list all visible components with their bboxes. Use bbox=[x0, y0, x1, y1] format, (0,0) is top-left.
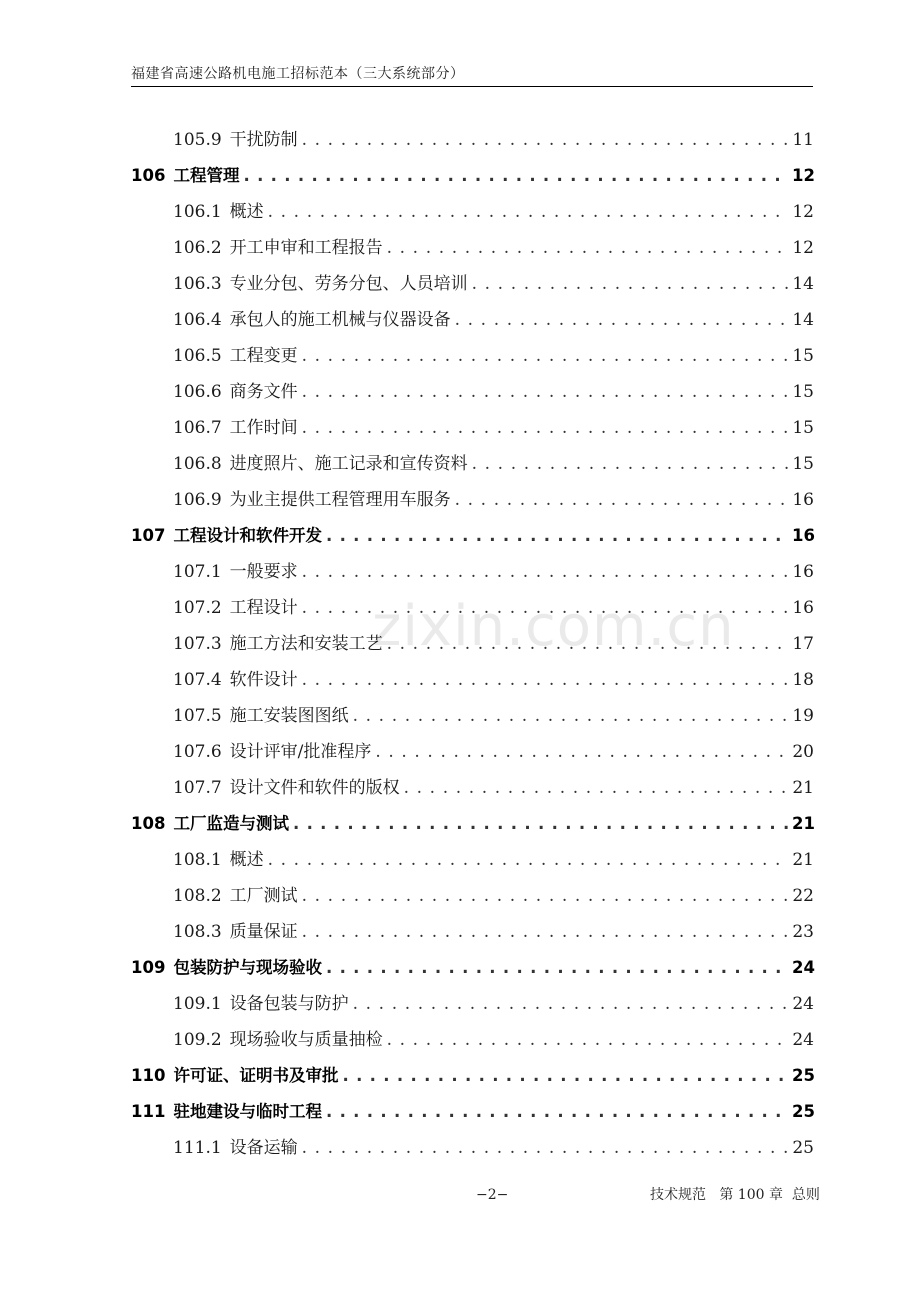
toc-dot-leader bbox=[302, 918, 788, 946]
toc-entry-page: 14 bbox=[792, 310, 814, 330]
toc-dot-leader bbox=[387, 630, 788, 658]
toc-entry-number: 109 bbox=[131, 958, 166, 977]
toc-entry-number: 106.7 bbox=[173, 418, 222, 438]
toc-section-entry[interactable] bbox=[173, 774, 814, 802]
toc-dot-leader bbox=[353, 990, 788, 1018]
toc-dot-leader bbox=[302, 126, 788, 154]
toc-entry-page: 23 bbox=[792, 922, 814, 942]
footer-chapter-label: 技术规范 第 100 章 总则 bbox=[650, 1187, 820, 1203]
toc-entry-title: 软件设计 bbox=[229, 670, 298, 690]
toc-entry-number: 109.2 bbox=[173, 1030, 222, 1050]
toc-entry-number: 106.9 bbox=[173, 490, 222, 510]
toc-section-entry[interactable] bbox=[173, 702, 814, 730]
toc-entry-page: 12 bbox=[792, 238, 814, 258]
toc-section-entry[interactable] bbox=[173, 306, 814, 334]
toc-entry-number: 108.3 bbox=[173, 922, 222, 942]
toc-entry-page: 18 bbox=[792, 670, 814, 690]
toc-entry-page: 15 bbox=[792, 418, 814, 438]
toc-entry-title: 概述 bbox=[229, 202, 264, 222]
toc-entry-number: 105.9 bbox=[173, 130, 222, 150]
toc-entry-title: 为业主提供工程管理用车服务 bbox=[229, 490, 451, 510]
toc-section-entry[interactable] bbox=[173, 882, 814, 910]
toc-dot-leader bbox=[302, 378, 788, 406]
toc-section-entry[interactable] bbox=[173, 342, 814, 370]
toc-entry-number: 106.1 bbox=[173, 202, 222, 222]
toc-entry-page: 15 bbox=[792, 454, 814, 474]
toc-dot-leader bbox=[326, 954, 788, 982]
toc-entry-number: 107.1 bbox=[173, 562, 222, 582]
toc-entry-number: 107.6 bbox=[173, 742, 222, 762]
toc-chapter-entry[interactable] bbox=[131, 522, 814, 550]
toc-entry-number: 106.8 bbox=[173, 454, 222, 474]
toc-dot-leader bbox=[404, 774, 788, 802]
toc-entry-title: 工程变更 bbox=[229, 346, 298, 366]
toc-entry-page: 11 bbox=[792, 130, 814, 150]
toc-entry-page: 19 bbox=[792, 706, 814, 726]
toc-entry-number: 109.1 bbox=[173, 994, 222, 1014]
toc-section-entry[interactable] bbox=[173, 126, 814, 154]
toc-entry-number: 107.4 bbox=[173, 670, 222, 690]
watermark: zixin.com.cn bbox=[372, 594, 735, 659]
toc-entry-page: 12 bbox=[792, 202, 814, 222]
toc-entry-page: 25 bbox=[792, 1066, 815, 1085]
toc-section-entry[interactable] bbox=[173, 486, 814, 514]
footer-page-number: −2− bbox=[476, 1187, 509, 1203]
toc-chapter-entry[interactable] bbox=[131, 162, 814, 190]
toc-entry-page: 15 bbox=[792, 346, 814, 366]
toc-dot-leader bbox=[302, 666, 788, 694]
toc-dot-leader bbox=[342, 1062, 788, 1090]
toc-dot-leader bbox=[375, 738, 788, 766]
toc-section-entry[interactable] bbox=[173, 378, 814, 406]
toc-dot-leader bbox=[268, 198, 788, 226]
toc-dot-leader bbox=[455, 306, 788, 334]
toc-entry-page: 24 bbox=[792, 994, 814, 1014]
toc-entry-number: 107.7 bbox=[173, 778, 222, 798]
toc-entry-title: 包装防护与现场验收 bbox=[173, 958, 322, 977]
toc-section-entry[interactable] bbox=[173, 846, 814, 874]
toc-entry-page: 24 bbox=[792, 1030, 814, 1050]
toc-entry-title: 质量保证 bbox=[229, 922, 298, 942]
toc-dot-leader bbox=[302, 342, 788, 370]
toc-entry-number: 108.2 bbox=[173, 886, 222, 906]
toc-entry-number: 108.1 bbox=[173, 850, 222, 870]
toc-dot-leader bbox=[302, 414, 788, 442]
toc-entry-page: 21 bbox=[792, 778, 814, 798]
toc-entry-title: 工程设计 bbox=[229, 598, 298, 618]
toc-dot-leader bbox=[302, 882, 788, 910]
toc-section-entry[interactable] bbox=[173, 234, 814, 262]
toc-dot-leader bbox=[243, 162, 788, 190]
toc-section-entry[interactable] bbox=[173, 198, 814, 226]
toc-entry-number: 107 bbox=[131, 526, 166, 545]
toc-entry-page: 16 bbox=[792, 526, 815, 545]
toc-entry-title: 一般要求 bbox=[229, 562, 298, 582]
toc-entry-number: 107.2 bbox=[173, 598, 222, 618]
toc-entry-page: 20 bbox=[792, 742, 814, 762]
toc-section-entry[interactable] bbox=[173, 630, 814, 658]
toc-entry-title: 专业分包、劳务分包、人员培训 bbox=[229, 274, 468, 294]
toc-section-entry[interactable] bbox=[173, 990, 814, 1018]
toc-entry-number: 107.3 bbox=[173, 634, 222, 654]
toc-entry-page: 16 bbox=[792, 562, 814, 582]
toc-dot-leader bbox=[302, 594, 788, 622]
toc-section-entry[interactable] bbox=[173, 1026, 814, 1054]
toc-entry-title: 干扰防制 bbox=[229, 130, 298, 150]
toc-dot-leader bbox=[387, 1026, 788, 1054]
toc-entry-page: 25 bbox=[792, 1138, 814, 1158]
toc-entry-title: 工程设计和软件开发 bbox=[173, 526, 322, 545]
toc-section-entry[interactable] bbox=[173, 558, 814, 586]
toc-entry-page: 21 bbox=[792, 850, 814, 870]
toc-entry-title: 概述 bbox=[229, 850, 264, 870]
toc-entry-title: 许可证、证明书及审批 bbox=[173, 1066, 339, 1085]
toc-entry-title: 设备包装与防护 bbox=[229, 994, 349, 1014]
page-header bbox=[131, 64, 813, 87]
toc-entry-page: 16 bbox=[792, 490, 814, 510]
toc-entry-title: 进度照片、施工记录和宣传资料 bbox=[229, 454, 468, 474]
toc-entry-title: 承包人的施工机械与仪器设备 bbox=[229, 310, 451, 330]
toc-section-entry[interactable] bbox=[173, 270, 814, 298]
toc-entry-title: 工程管理 bbox=[173, 166, 240, 185]
toc-dot-leader bbox=[268, 846, 788, 874]
toc-entry-page: 21 bbox=[792, 814, 815, 833]
toc-entry-title: 设计评审/批准程序 bbox=[229, 742, 372, 762]
document-title: 福建省高速公路机电施工招标范本（三大系统部分） bbox=[131, 66, 465, 82]
toc-entry-title: 设计文件和软件的版权 bbox=[229, 778, 400, 798]
toc-entry-number: 106.6 bbox=[173, 382, 222, 402]
toc-entry-number: 111.1 bbox=[173, 1138, 222, 1158]
toc-entry-title: 施工方法和安装工艺 bbox=[229, 634, 383, 654]
toc-dot-leader bbox=[302, 558, 788, 586]
toc-entry-title: 商务文件 bbox=[229, 382, 298, 402]
toc-entry-title: 施工安装图图纸 bbox=[229, 706, 349, 726]
toc-entry-title: 开工申审和工程报告 bbox=[229, 238, 383, 258]
toc-entry-title: 设备运输 bbox=[229, 1138, 298, 1158]
toc-section-entry[interactable] bbox=[173, 1134, 814, 1162]
toc-section-entry[interactable] bbox=[173, 738, 814, 766]
toc-entry-number: 106.3 bbox=[173, 274, 222, 294]
toc-dot-leader bbox=[387, 234, 788, 262]
toc-entry-number: 107.5 bbox=[173, 706, 222, 726]
toc-entry-title: 工厂测试 bbox=[229, 886, 298, 906]
toc-entry-title: 工作时间 bbox=[229, 418, 298, 438]
toc-section-entry[interactable] bbox=[173, 594, 814, 622]
toc-dot-leader bbox=[326, 522, 788, 550]
toc-dot-leader bbox=[302, 1134, 788, 1162]
toc-entry-page: 25 bbox=[792, 1102, 815, 1121]
toc-dot-leader bbox=[472, 450, 788, 478]
toc-dot-leader bbox=[326, 1098, 788, 1126]
toc-chapter-entry[interactable] bbox=[131, 810, 814, 838]
toc-entry-page: 24 bbox=[792, 958, 815, 977]
toc-entry-title: 驻地建设与临时工程 bbox=[173, 1102, 322, 1121]
toc-entry-number: 110 bbox=[131, 1066, 166, 1085]
toc-entry-number: 111 bbox=[131, 1102, 166, 1121]
toc-section-entry[interactable] bbox=[173, 414, 814, 442]
toc-entry-page: 12 bbox=[792, 166, 815, 185]
toc-dot-leader bbox=[455, 486, 788, 514]
toc-entry-page: 22 bbox=[792, 886, 814, 906]
toc-entry-number: 106.2 bbox=[173, 238, 222, 258]
toc-entry-page: 17 bbox=[792, 634, 814, 654]
toc-entry-number: 106.4 bbox=[173, 310, 222, 330]
toc-section-entry[interactable] bbox=[173, 666, 814, 694]
toc-entry-title: 工厂监造与测试 bbox=[173, 814, 289, 833]
toc-chapter-entry[interactable] bbox=[131, 954, 814, 982]
toc-section-entry[interactable] bbox=[173, 450, 814, 478]
toc-dot-leader bbox=[293, 810, 788, 838]
toc-entry-number: 106 bbox=[131, 166, 166, 185]
toc-chapter-entry[interactable] bbox=[131, 1098, 814, 1126]
toc-entry-page: 15 bbox=[792, 382, 814, 402]
toc-chapter-entry[interactable] bbox=[131, 1062, 814, 1090]
toc-section-entry[interactable] bbox=[173, 918, 814, 946]
toc-entry-number: 108 bbox=[131, 814, 166, 833]
toc-entry-title: 现场验收与质量抽检 bbox=[229, 1030, 383, 1050]
toc-entry-page: 16 bbox=[792, 598, 814, 618]
toc-entry-page: 14 bbox=[792, 274, 814, 294]
toc-entry-number: 106.5 bbox=[173, 346, 222, 366]
toc-dot-leader bbox=[353, 702, 788, 730]
toc-dot-leader bbox=[472, 270, 788, 298]
